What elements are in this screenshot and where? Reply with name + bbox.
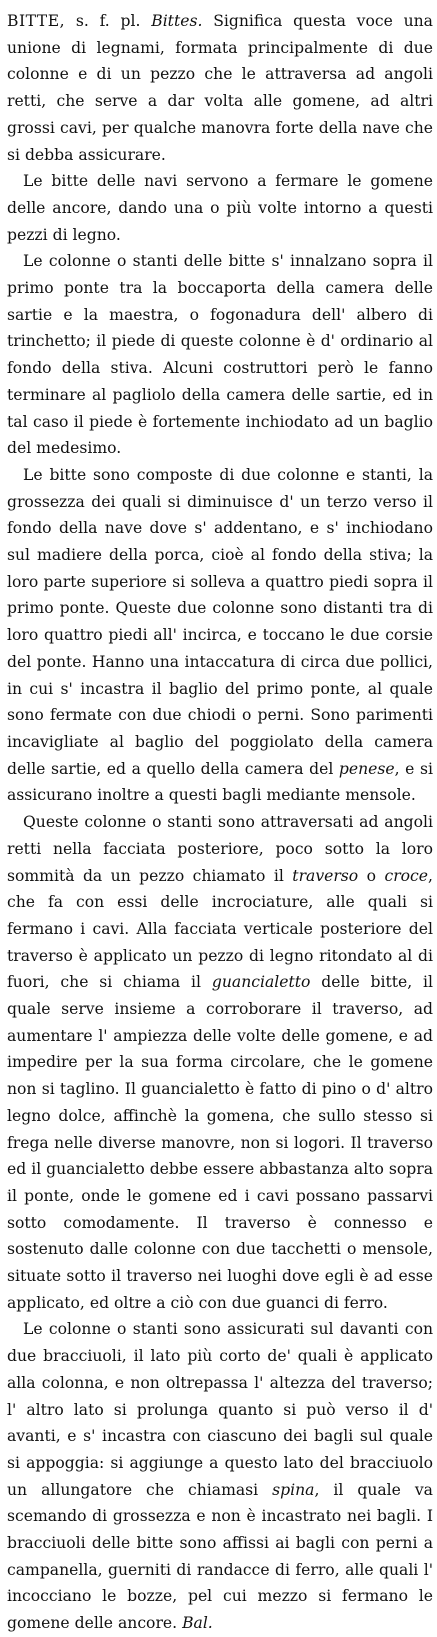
definition-text: Significa questa voce una unione di legnami, formata principalmente di due colonne e di un pezzo che le attraversa ad angoli retti, che serve a dar volta alle gomene, ad altri grossi cavi, per qualche manovra forte della nave che si debba assicurare. bbox=[7, 12, 433, 164]
paragraph-5-text-d: delle bitte, il quale serve insieme a corroborare il traverso, ad aumentare l' ampiezza delle volte delle gomene, e ad impedire per la sua forma circolare, che le gomene non si taglino. Il guancialetto è fatto di pino o d' altro legno dolce, affinchè la gomena, che sullo stesso si frega nelle diverse manovre, non si logori. Il traverso ed il guancialetto debbe essere abbastanza alto sopra il ponte, onde le gomene ed i cavi possano passarvi sotto comodamente. Il traverso è connesso e sostenuto dalle colonne con due tacchetti o mensole, situate sotto il traverso nei luoghi dove egli è ad esse applicato, ed oltre a ciò con due guanci di ferro. bbox=[7, 973, 434, 1312]
french-equivalent: Bittes. bbox=[151, 12, 203, 30]
paragraph-2 bbox=[7, 168, 433, 248]
paragraph-2-text: Le bitte delle navi servono a fermare le gomene delle ancore, dando una o più volte intorno a questi pezzi di legno. bbox=[7, 172, 433, 244]
paragraph-5-text-b: o bbox=[366, 866, 377, 885]
term-croce: croce bbox=[384, 866, 429, 885]
term-guancialetto: guancialetto bbox=[211, 973, 311, 992]
source-abbreviation: Bal. bbox=[182, 1614, 213, 1633]
term-traverso: traverso bbox=[292, 866, 359, 885]
term-spina: spina bbox=[272, 1480, 315, 1499]
paragraph-4 bbox=[7, 462, 433, 809]
paragraph-4-text-a: Le bitte sono composte di due colonne e stanti, la grossezza dei quali si diminuisce d' un terzo verso il fondo della nave dove s' addentano, e s' inchiodano sul madiere della porca, cioè al fondo della stiva; la loro parte superiore si solleva a quattro piedi sopra il primo ponte. Queste due colonne sono distanti tra di loro quattro piedi all' incirca, e toccano le due corsie del ponte. Hanno una intaccatura di circa due pollici, in cui s' incastra il baglio del primo ponte, al quale sono fermate con due chiodi o perni. Sono parimenti incavigliate al baglio del poggiolato della camera delle sartie, ed a quello della camera del bbox=[7, 465, 433, 778]
headword: BITTE, bbox=[7, 12, 66, 30]
paragraph-6-text-b: , il quale va scemando di grossezza e non è incastrato nei bagli. I bracciuoli delle bitte sono affissi ai bagli con perni a campanella, guerniti di randacce di ferro, alle quali l' incocciano le bozze, pel cui mezzo si fermano le gomene delle ancore. bbox=[7, 1480, 433, 1633]
paragraph-5-text-a: Queste colonne o stanti sono attraversati ad angoli retti nella facciata posteriore, poco sotto la loro sommità da un pezzo chiamato il bbox=[7, 813, 433, 885]
paragraph-5-text-c: , che fa con essi delle incrociature, alle quali si fermano i cavi. Alla facciata verticale posteriore del traverso è applicato un pezzo di legno ritondato al di fuori, che si chiama il bbox=[7, 866, 433, 992]
paragraph-5 bbox=[7, 809, 433, 1316]
paragraph-3-text: Le colonne o stanti delle bitte s' innalzano sopra il primo ponte tra la boccaporta della camera delle sartie e la maestra, o fogonadura dell' albero di trinchetto; il piede di queste colonne è d' ordinario al fondo della stiva. Alcuni costruttori però le fanno terminare al pagliolo della camera delle sartie, ed in tal caso il piede è fortemente inchiodato ad un baglio del medesimo. bbox=[7, 252, 433, 458]
paragraph-6-text-a: Le colonne o stanti sono assicurati sul davanti con due bracciuoli, il lato più corto de' quali è applicato alla colonna, e non oltrepassa l' altezza del traverso; l' altro lato si prolunga quanto si può verso il d' avanti, e s' incastra con ciascuno dei bagli sul quale si appoggia: si aggiunge a questo lato del bracciuolo un allungatore che chiamasi bbox=[7, 1320, 433, 1499]
entry-bitte bbox=[7, 8, 433, 168]
grammar-label: s. f. pl. bbox=[75, 12, 141, 30]
paragraph-4-text-b: , e si assicurano inoltre a questi bagli mediante mensole. bbox=[7, 759, 433, 805]
term-penese: penese bbox=[338, 759, 395, 778]
paragraph-6 bbox=[7, 1316, 433, 1636]
paragraph-3 bbox=[7, 248, 433, 462]
